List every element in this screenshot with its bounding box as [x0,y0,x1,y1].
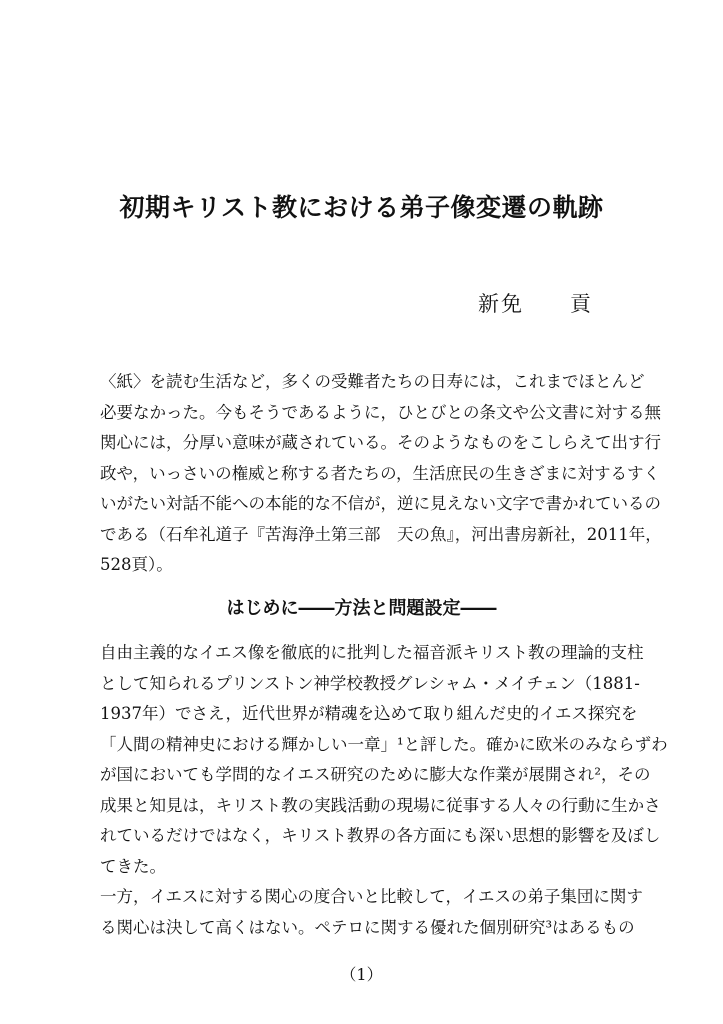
body-line: 成果と知見は，キリスト教の実践活動の現場に従事する人々の行動に生かさ [100,795,661,815]
body-line: が国においても学問的なイエス研究のために膨大な作業が展開され²，その [100,765,651,784]
epigraph-line: である（石牟礼道子『苦海浄土第三部 天の魚』，河出書房新社，2011年， [100,524,662,544]
author-name: 新免 貢 [478,292,593,316]
epigraph-line: 関心には，分厚い意味が蔵されている。そのようなものをこしらえて出す行 [100,433,661,452]
page-number: （1） [340,965,383,984]
body-line: る関心は決して高くはない。ペテロに関する優れた個別研究³はあるもの [100,917,635,937]
body-line: 1937年）でさえ，近代世界が精魂を込めて取り組んだ史的イエス探究を [100,704,638,723]
epigraph-line: 528頁）。 [100,555,173,574]
section-heading: はじめに――方法と問題設定―― [226,598,497,619]
body-line: れているだけではなく，キリスト教界の各方面にも深い思想的影響を及ぼし [100,826,661,845]
epigraph-quote [100,367,662,581]
epigraph-line: いがたい対話不能への本能的な不信が，逆に見えない文字で書かれているの [100,494,661,513]
paper-title: 初期キリスト教における弟子像変遷の軌跡 [119,193,604,222]
epigraph-line: 〈紙〉を読む生活など，多くの受難者たちの日寿には，これまでほとんど [100,372,645,391]
body-line: 「人間の精神史における輝かしい一章」¹と評した。確かに欧米のみならずわ [100,734,668,754]
body-line: 自由主義的なイエス像を徹底的に批判した福音派キリスト教の理論的支柱 [100,643,644,662]
body-paragraphs [100,638,668,943]
epigraph-line: 必要なかった。今もそうであるように，ひとびとの条文や公文書に対する無 [100,402,661,422]
epigraph-line: 政や，いっさいの権威と称する者たちの，生活庶民の生きざまに対するすく [100,463,661,483]
body-line: てきた。 [100,856,166,876]
body-line: 一方，イエスに対する関心の度合いと比較して，イエスの弟子集団に関す [100,887,643,906]
body-line: として知られるプリンストン神学校教授グレシャム・メイチェン（1881- [100,673,640,693]
